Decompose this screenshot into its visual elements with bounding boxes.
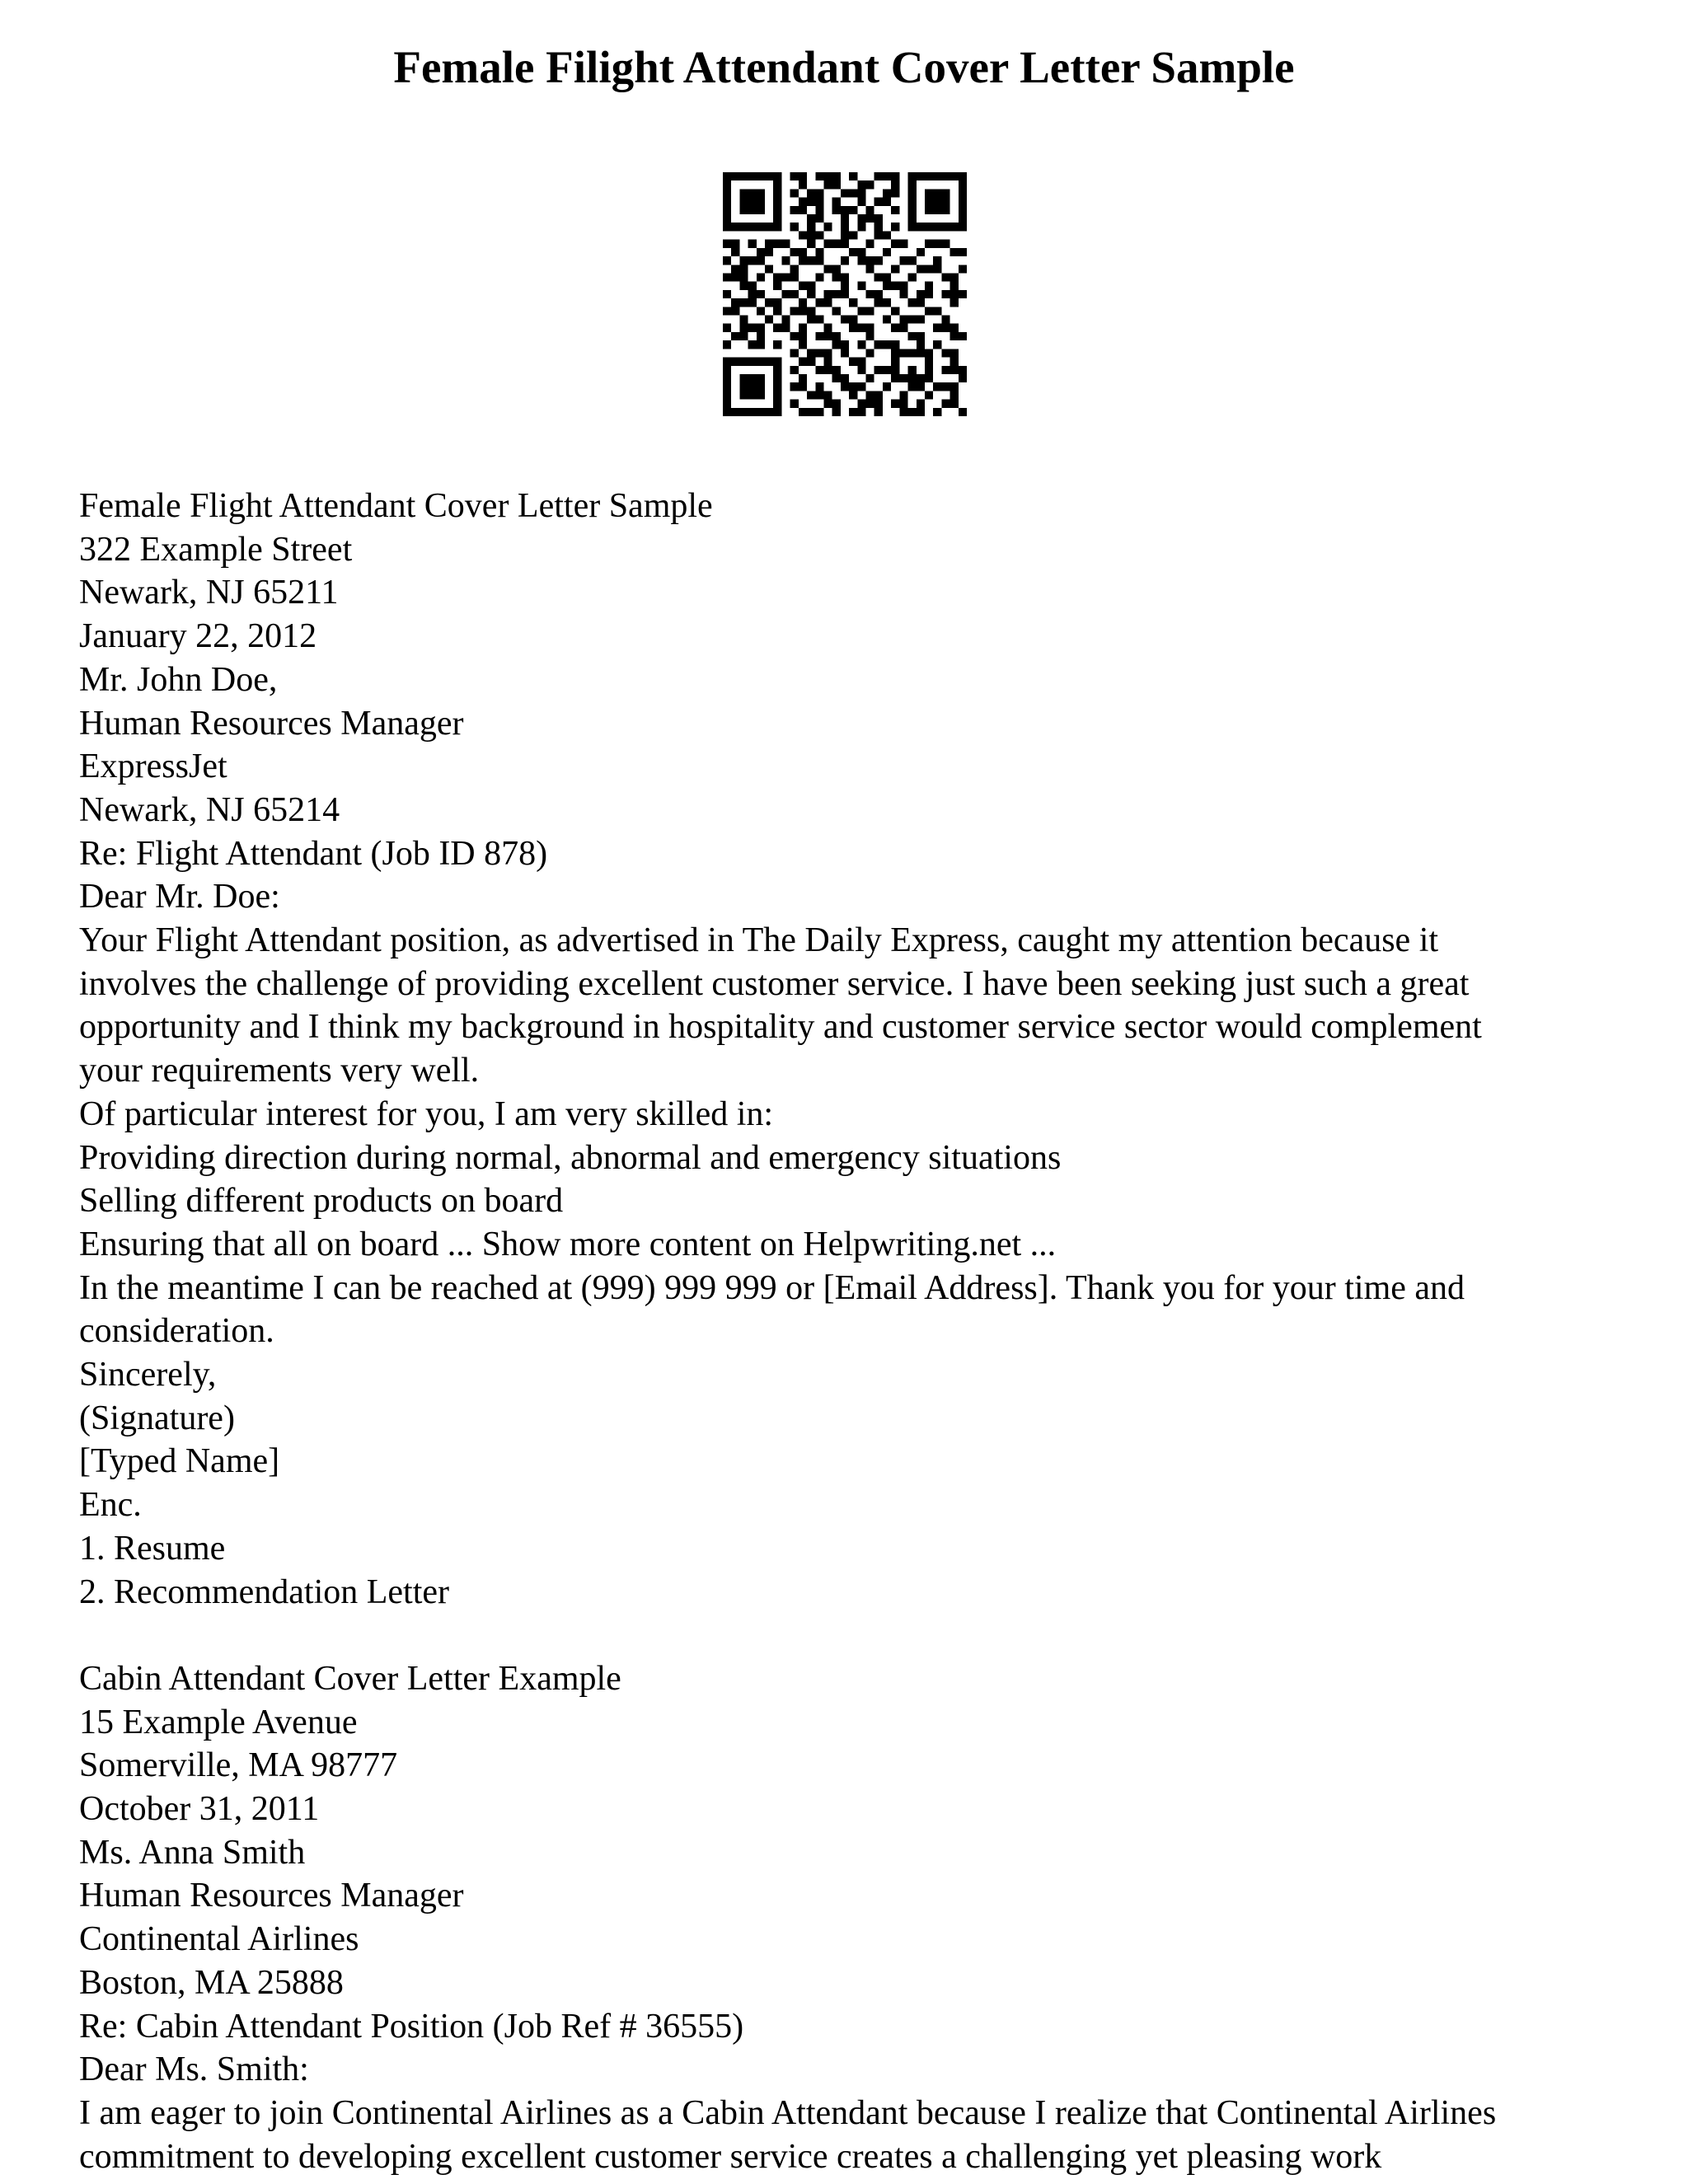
sender-city: Somerville, MA 98777	[79, 1746, 398, 1785]
recipient-name: Mr. John Doe,	[79, 660, 278, 699]
recipient-name: Ms. Anna Smith	[79, 1833, 306, 1872]
skill-item: Ensuring that all on board ... Show more content on Helpwriting.net ...	[79, 1225, 1057, 1263]
salutation: Dear Ms. Smith:	[79, 2050, 309, 2089]
paragraph-line: opportunity and I think my background in hospitality and customer service sector would complement	[79, 1008, 1482, 1047]
enclosure-label: Enc.	[79, 1486, 142, 1525]
skills-intro: Of particular interest for you, I am very skilled in:	[79, 1094, 774, 1133]
recipient-title: Human Resources Manager	[79, 1877, 464, 1915]
sender-street: 322 Example Street	[79, 530, 353, 569]
recipient-city: Boston, MA 25888	[79, 1963, 344, 2002]
recipient-company: ExpressJet	[79, 748, 227, 786]
recipient-city: Newark, NJ 65214	[79, 790, 340, 829]
recipient-company: Continental Airlines	[79, 1920, 359, 1959]
subject-line: Re: Cabin Attendant Position (Job Ref # 36555)	[79, 2007, 744, 2046]
contact-line: consideration.	[79, 1312, 274, 1351]
sender-street: 15 Example Avenue	[79, 1703, 358, 1741]
enclosure-item: 2. Recommendation Letter	[79, 1572, 450, 1611]
salutation: Dear Mr. Doe:	[79, 878, 280, 916]
paragraph-line: Your Flight Attendant position, as advertised in The Daily Express, caught my attention because it	[79, 921, 1439, 960]
letter-heading: Female Flight Attendant Cover Letter Sample	[79, 487, 713, 525]
typed-name: [Typed Name]	[79, 1442, 280, 1481]
paragraph-line: your requirements very well.	[79, 1052, 480, 1090]
qr-code-graphic	[723, 172, 967, 416]
paragraph-line: involves the challenge of providing excellent customer service. I have been seeking just such a great	[79, 964, 1470, 1003]
subject-line: Re: Flight Attendant (Job ID 878)	[79, 834, 548, 873]
qr-code-icon	[723, 172, 967, 416]
skill-item: Selling different products on board	[79, 1182, 564, 1221]
letter-heading: Cabin Attendant Cover Letter Example	[79, 1659, 621, 1698]
letter-body	[79, 485, 1629, 2178]
paragraph-line: I am eager to join Continental Airlines as a Cabin Attendant because I realize that Continental Airlines	[79, 2094, 1497, 2132]
signature: (Signature)	[79, 1399, 235, 1437]
enclosure-item: 1. Resume	[79, 1529, 226, 1568]
sender-city: Newark, NJ 65211	[79, 574, 339, 612]
closing: Sincerely,	[79, 1356, 217, 1394]
page-title: Female Filight Attendant Cover Letter Sample	[393, 42, 1295, 92]
skill-item: Providing direction during normal, abnormal and emergency situations	[79, 1138, 1062, 1177]
section-spacer	[79, 1614, 1629, 1657]
letter-date: January 22, 2012	[79, 617, 317, 656]
paragraph-line: commitment to developing excellent customer service creates a challenging yet pleasing work	[79, 2137, 1382, 2176]
contact-line: In the meantime I can be reached at (999) 999 999 or [Email Address]. Thank you for your time and	[79, 1268, 1465, 1307]
recipient-title: Human Resources Manager	[79, 704, 464, 743]
letter-date: October 31, 2011	[79, 1790, 320, 1829]
